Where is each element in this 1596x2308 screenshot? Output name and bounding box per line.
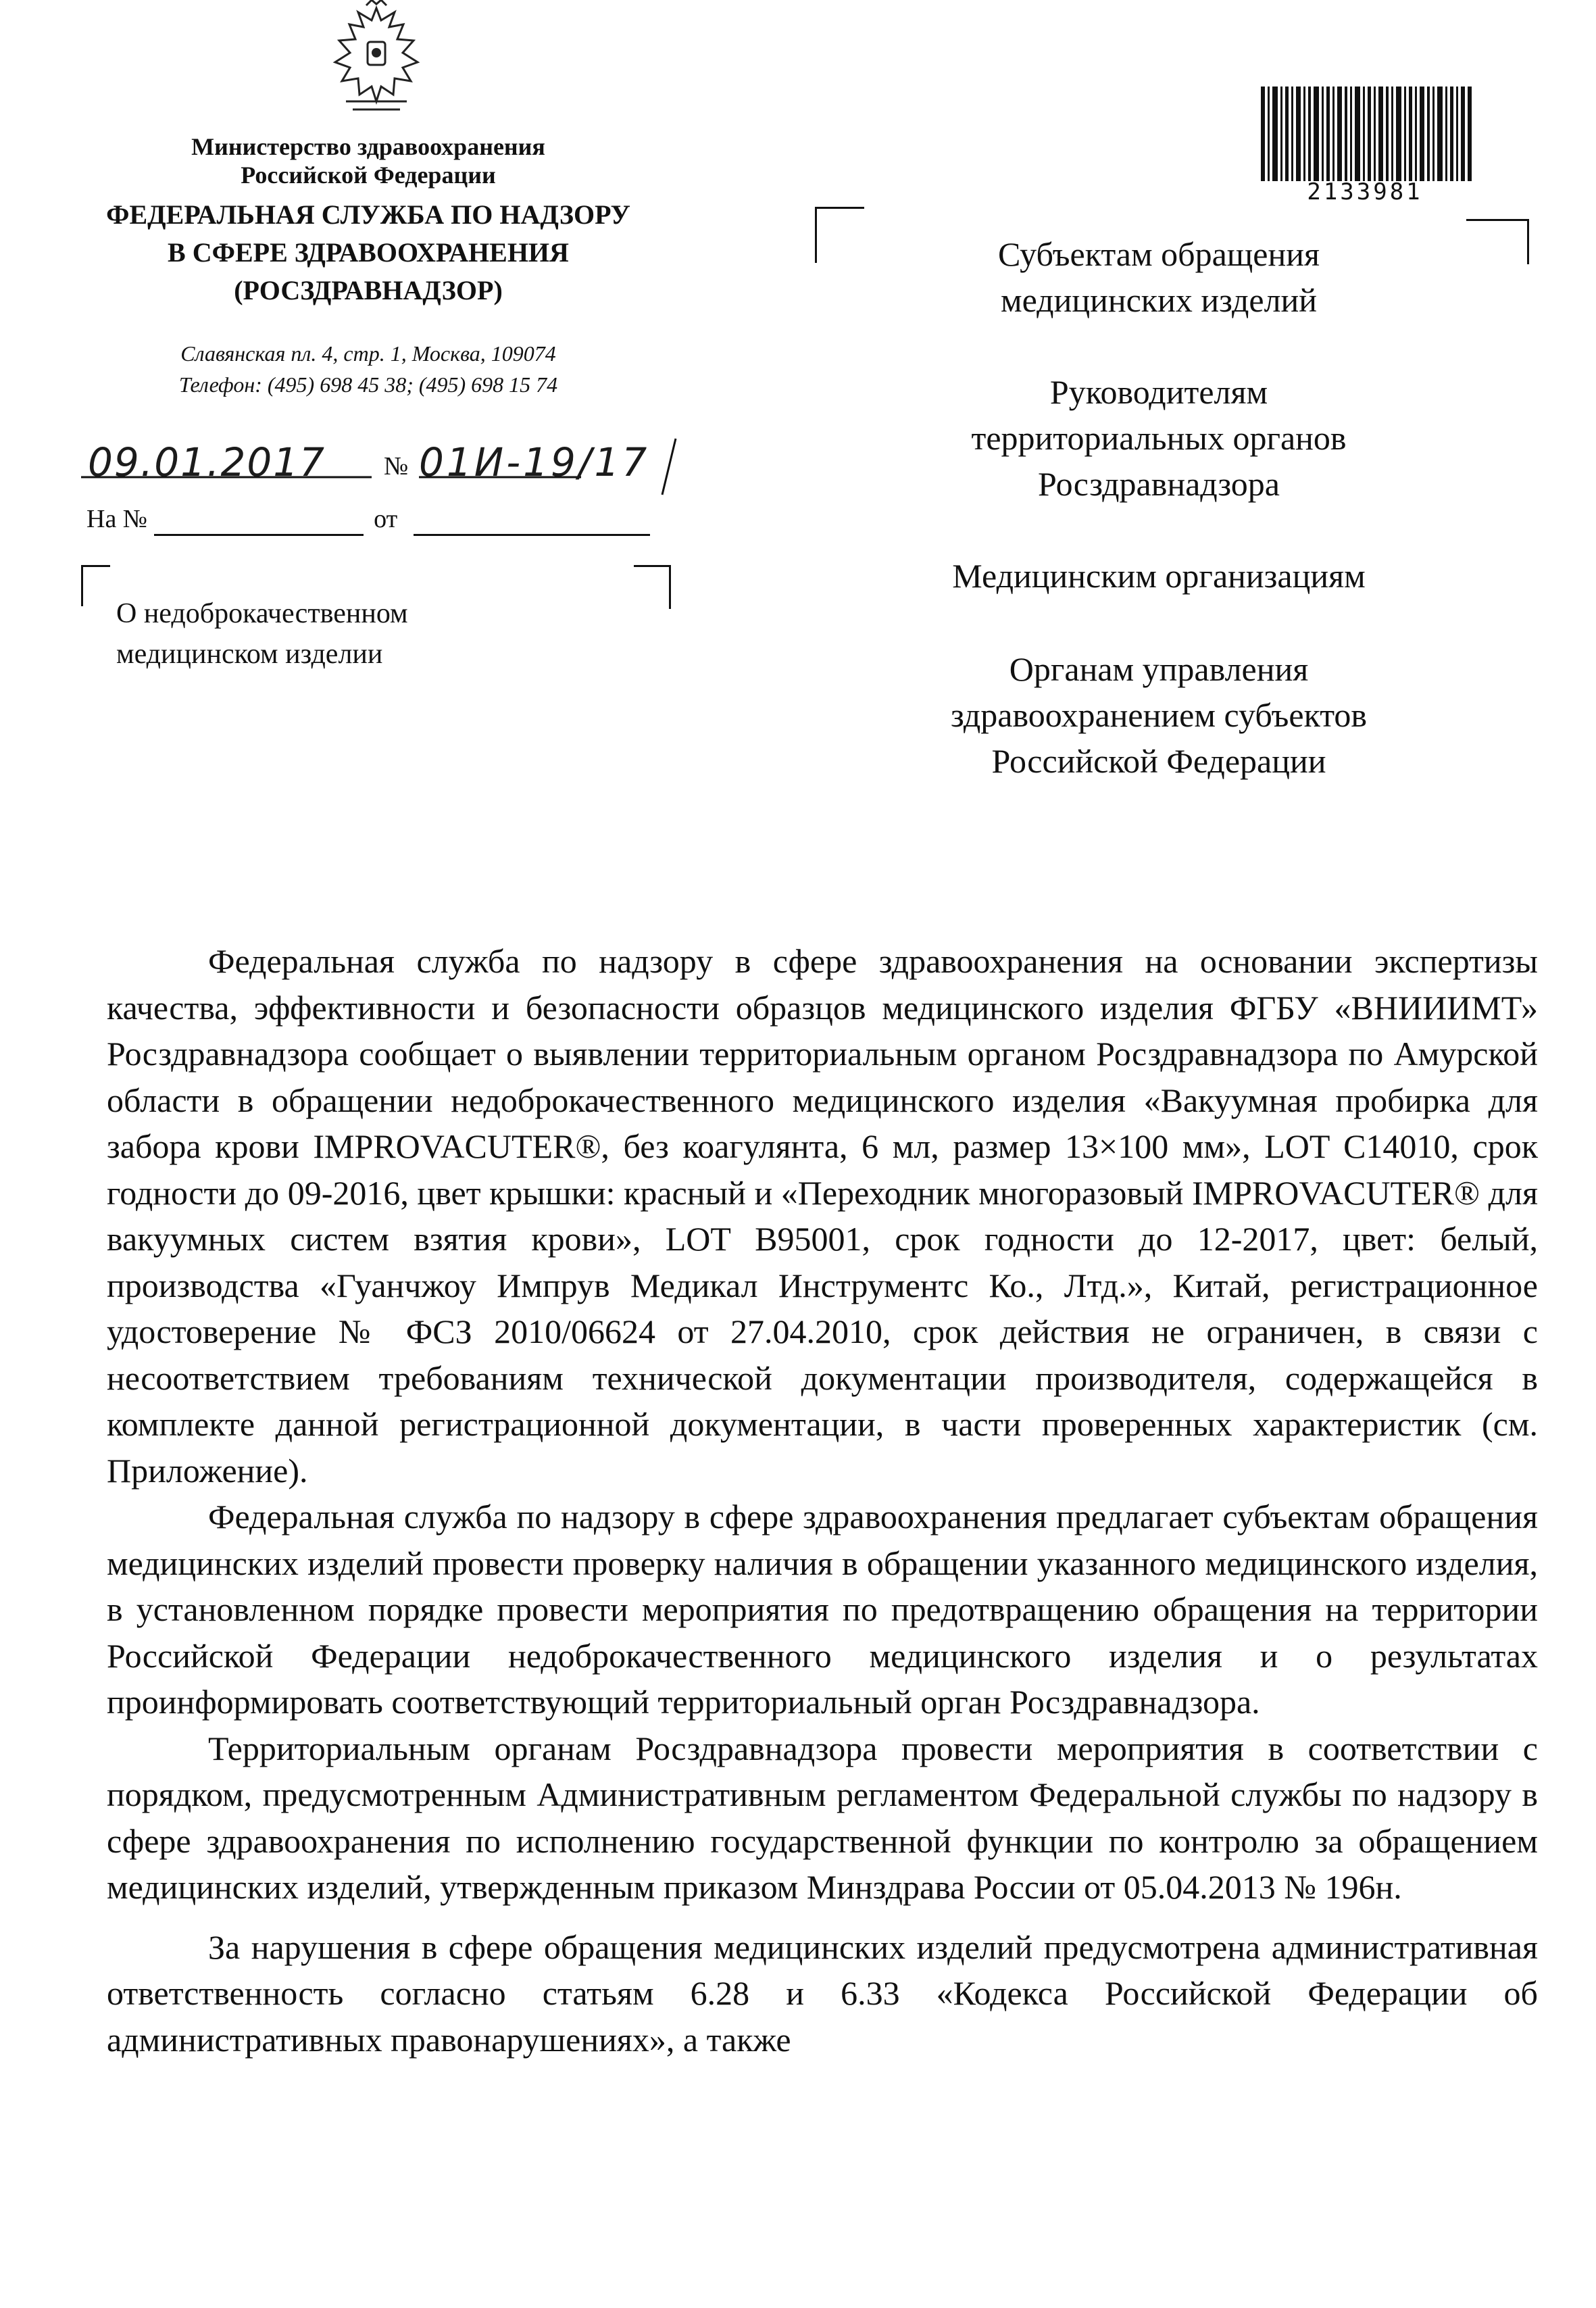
service-name — [64, 196, 672, 310]
subject-bracket-left — [81, 565, 110, 606]
registration-number: 01И-19/17 — [419, 439, 650, 485]
subject-bracket-right — [634, 565, 671, 609]
body-paragraph-4: За нарушения в сфере обращения медицинских изделий предусмотрена административная ответственность согласно статьям 6.28 и 6.33 «Кодекса Российской Федерации об административных правонарушениях», а также — [107, 1928, 1538, 2059]
letter-body — [107, 938, 1538, 2063]
recipient-medical-organizations — [838, 553, 1480, 599]
service-line-3: (РОСЗДРАВНАДЗОР) — [234, 275, 503, 305]
letter-subject — [116, 593, 589, 674]
reply-number-blank — [154, 504, 364, 536]
recipient-health-authorities — [838, 646, 1480, 784]
reply-reference-row — [86, 504, 650, 536]
recipient-line: Органам управления — [1009, 650, 1309, 688]
subject-line-1: О недоброкачественном — [116, 598, 408, 629]
body-paragraph-2: Федеральная служба по надзору в сфере здравоохранения предлагает субъектам обращения медицинских изделий провести проверку наличия в обращении указанного медицинского изделия, в установленном порядке провести мероприятия по предотвращению обращения на территории Российской Федерации недоброкачественного медицинского изделия и о результатах проинформировать соответствующий территориальный орган Росздравнадзора. — [107, 1498, 1538, 1721]
body-paragraph-1: Федеральная служба по надзору в сфере здравоохранения на основании экспертизы качества, эффективности и безопасности образцов медицинского изделия ФГБУ «ВНИИИМТ» Росздравнадзора сообщает о выявлении территориальным органом Росздравнадзора по Амурской области в обращении недоброкачественного медицинского изделия «Вакуумная пробирка для забора крови IMPROVACUTER®, без коагулянта, 6 мл, размер 13×100 мм», LOT С14010, срок годности до 09-2016, цвет крышки: красный и «Переходник многоразовый IMPROVACUTER® для вакуумных систем взятия крови», LOT В95001, срок годности до 12-2017, цвет: белый, производства «Гуанчжоу Импрув Медикал Инструментс Ко., Лтд.», Китай, регистрационное удостоверение № ФСЗ 2010/06624 от 27.04.2010, срок действия не ограничен, в связи с несоответствием требованиям технической документации производителя, содержащейся в комплекте данной регистрационной документации, в части проверенных характеристик (см. Приложение). — [107, 942, 1538, 1490]
recipient-line: Медицинским организациям — [952, 557, 1366, 595]
registration-date: 09.01.2017 — [88, 439, 326, 485]
recipient-line: территориальных органов — [971, 419, 1347, 457]
recipient-line: здравоохранением субъектов — [950, 696, 1368, 734]
ministry-line-2: Российской Федерации — [241, 162, 496, 189]
barcode-number: 2133981 — [1307, 178, 1423, 205]
recipient-line: Субъектам обращения — [998, 235, 1320, 273]
phone-line: Телефон: (495) 698 45 38; (495) 698 15 74 — [178, 372, 558, 397]
reply-date-blank — [414, 504, 650, 536]
ministry-name — [64, 132, 672, 189]
number-label: № — [384, 452, 409, 481]
reply-from-label: от — [374, 505, 398, 533]
service-line-1: ФЕДЕРАЛЬНАЯ СЛУЖБА ПО НАДЗОРУ — [106, 199, 630, 230]
service-line-2: В СФЕРЕ ЗДРАВООХРАНЕНИЯ — [168, 237, 569, 268]
recipient-line: Российской Федерации — [991, 742, 1326, 780]
reply-number-label: На № — [86, 505, 148, 533]
barcode-icon — [1261, 87, 1472, 181]
address-line: Славянская пл. 4, стр. 1, Москва, 109074 — [180, 341, 556, 366]
recipient-line: Руководителям — [1049, 373, 1268, 411]
recipient-territorial-heads — [838, 369, 1480, 507]
ministry-line-1: Министерство здравоохранения — [191, 133, 545, 160]
recipient-line: Росздравнадзора — [1038, 465, 1280, 503]
subject-line-2: медицинском изделии — [116, 639, 383, 670]
address-block — [64, 338, 672, 400]
emblem-icon — [319, 0, 434, 118]
body-paragraph-3: Территориальным органам Росздравнадзора провести мероприятия в соответствии с порядком, предусмотренным Административным регламентом Федеральной службы по надзору в сфере здравоохранения по исполнению государственной функции по контролю за обращением медицинских изделий, утвержденным приказом Минздрава России от 05.04.2013 № 196н. — [107, 1729, 1538, 1906]
recipient-line: медицинских изделий — [1000, 281, 1318, 319]
recipient-device-subjects — [838, 231, 1480, 323]
